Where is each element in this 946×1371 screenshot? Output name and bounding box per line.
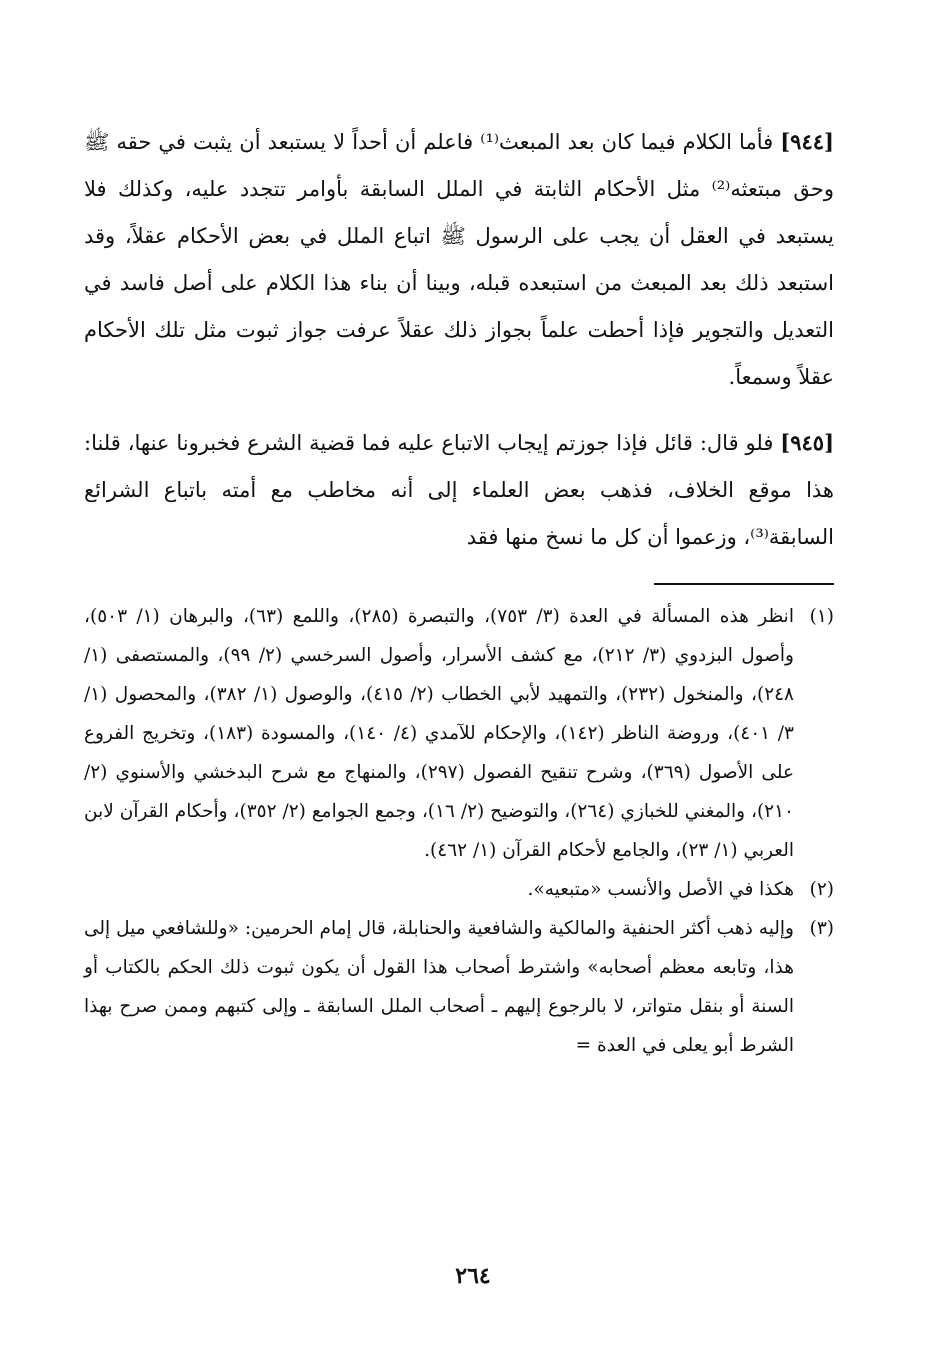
footnotes (84, 597, 834, 1065)
text-line: يثبت في حقه ﷺ وحق مبتعثه⁽²⁾ مثل الأحكام الثابتة في الملل السابقة بأوامر (84, 130, 834, 201)
paragraph-number: [٩٤٥] (780, 430, 835, 455)
footnote-2 (84, 870, 834, 909)
paragraph-944 (84, 118, 834, 401)
footnote-text: هكذا في الأصل والأنسب «متبعيه». (527, 879, 794, 900)
text-line: تتجدد عليه، وكذلك فلا يستبعد في العقل أن يجب على الرسول ﷺ اتباع (84, 177, 834, 248)
footnote-text: انظر هذه المسألة في العدة (٣/ ٧٥٣)، والتبصرة (٢٨٥)، واللمع (٦٣)، والبرهان (١/ ٥٠٣)، وأصول البزدوي (٣/ ٢١٢)، مع كشف الأسرار، وأصول السرخسي (٢/ ٩٩)، والمستصفى (١/ ٢٤٨)، والمنخول (٢٣٢)، والتمهيد لأبي الخطاب (٢/ ٤١٥)، والوصول (١/ ٣٨٢)، والمحصول (١/ ٣/ ٤٠١)، وروضة الناظر (١٤٢)، والإحكام للآمدي (٤/ ١٤٠)، والمسودة (١٨٣)، وتخريج الفروع على الأصول (٣٦٩)، وشرح تنقيح الفصول (٢٩٧)، والمنهاج مع شرح البدخشي والأسنوي (٢/ ٢١٠)، والمغني للخبازي (٢٦٤)، والتوضيح (٢/ ١٦)، وجمع الجوامع (٢/ ٣٥٢)، وأحكام القرآن لابن العربي (١/ ٢٣)، والجامع لأحكام القرآن (١/ ٤٦٢). (84, 606, 794, 861)
text-line: مخاطب مع أمته باتباع الشرائع السابقة⁽³⁾، وزعموا أن كل ما نسخ منها فقد (84, 478, 834, 549)
footnote-mark: (٣) (809, 918, 834, 939)
text-line: بجواز ذلك عقلاً عرفت جواز ثبوت مثل تلك الأحكام عقلاً وسمعاً. (84, 318, 834, 389)
text-line: فلو قال: قائل فإذا جوزتم إيجاب الاتباع عليه فما قضية الشرع (247, 431, 774, 455)
footnote-mark: (٢) (809, 879, 834, 900)
paragraph-number: [٩٤٤] (780, 129, 834, 154)
footnote-3 (84, 909, 834, 1065)
paragraph-945 (84, 419, 834, 561)
footnote-text: وإليه ذهب أكثر الحنفية والمالكية والشافعية والحنابلة، قال إمام الحرمين: «وللشافعي ميل إلى هذا، وتابعه معظم أصحابه» واشترط أصحاب هذا القول أن يكون ثبوت ذلك الحكم بالكتاب أو السنة أو بنقل متواتر، لا بالرجوع إليهم ـ أصحاب الملل السابقة ـ وإلى كتبهم وممن صرح بهذا الشرط أبو يعلى في العدة = (84, 918, 794, 1056)
text-line: الملل في بعض الأحكام عقلاً، وقد استبعد ذلك بعد المبعث من استبعده قبله، (84, 224, 834, 295)
footnote-separator (654, 583, 834, 585)
text-line: فخبرونا عنها، قلنا: هذا موقع الخلاف، فذهب بعض العلماء إلى أنه (84, 431, 835, 502)
footnote-1 (84, 597, 834, 870)
footnote-mark: (١) (809, 606, 834, 627)
text-line: فأما الكلام فيما كان بعد المبعث⁽¹⁾ فاعلم أن أحداً لا يستبعد أن (239, 130, 774, 154)
page-number: ٢٦٤ (455, 1263, 491, 1289)
text-line: وبينا أن بناء هذا الكلام على أصل فاسد في التعديل والتجوير فإذا أحطت علماً (84, 271, 834, 342)
